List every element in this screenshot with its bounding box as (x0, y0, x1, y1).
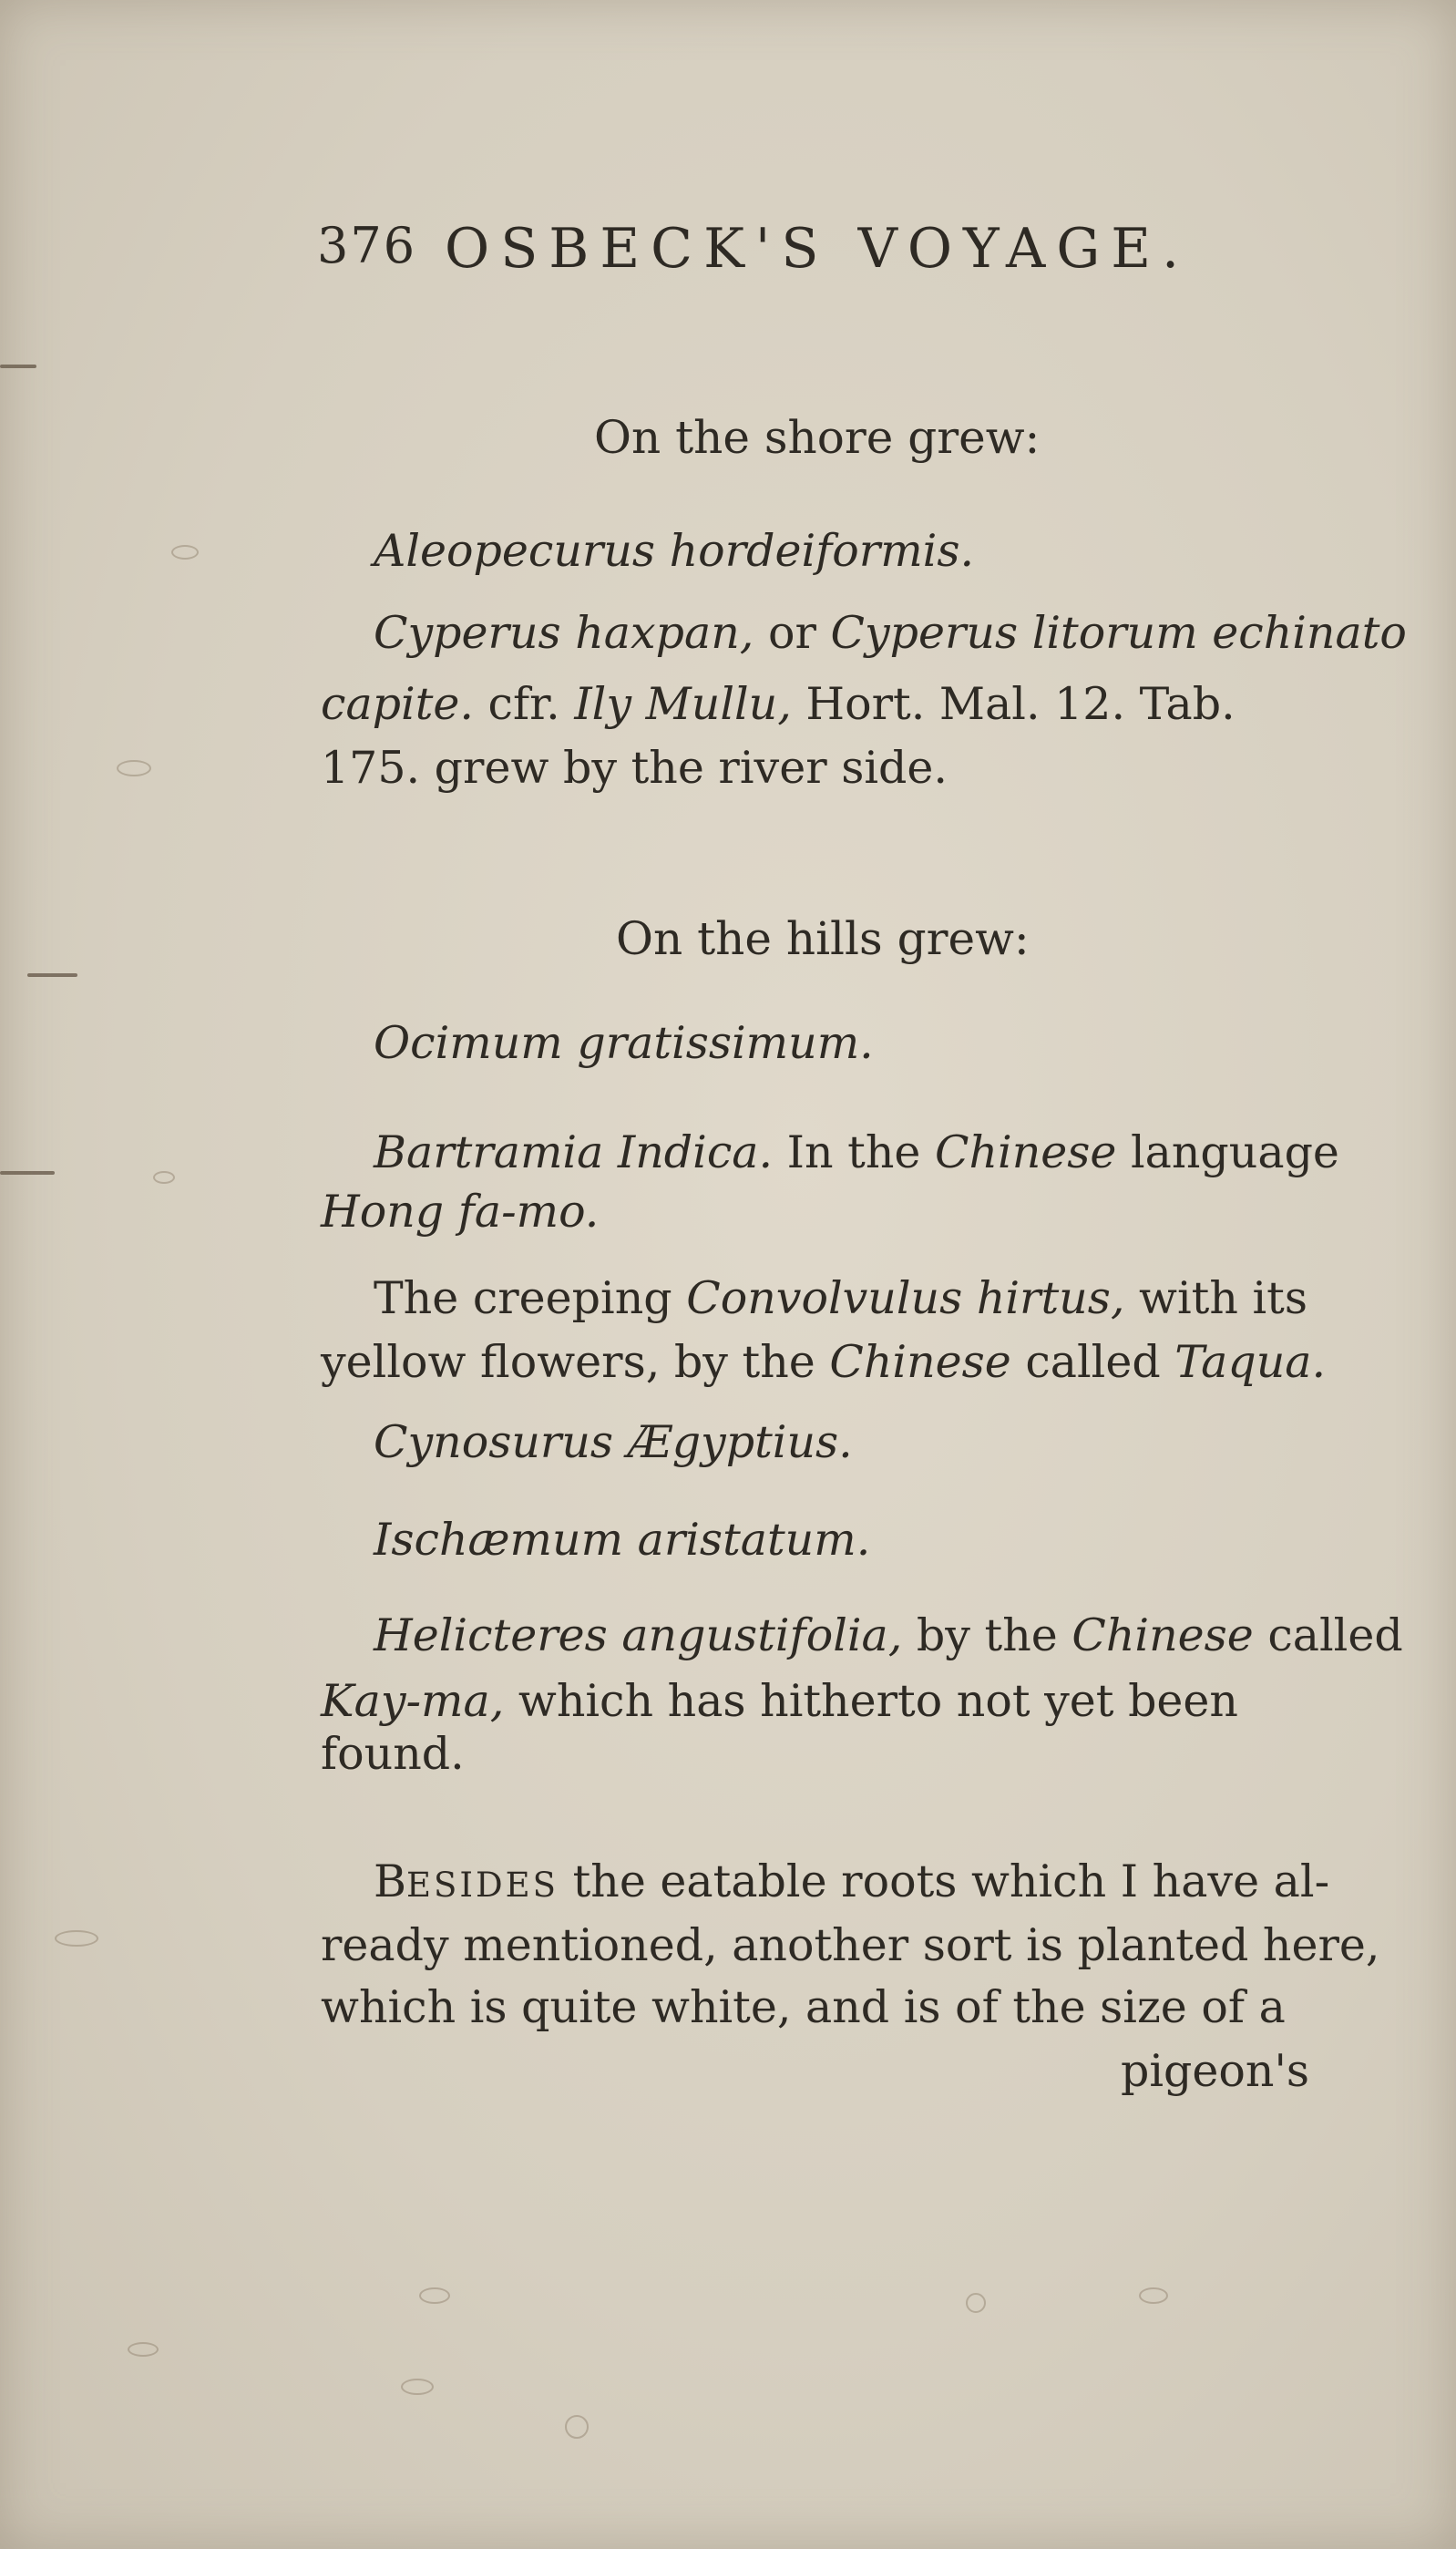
page-smudge (0, 1171, 55, 1175)
entry-helicteres-line-3: found. (321, 1728, 465, 1780)
latin-name: Chinese (934, 1126, 1117, 1178)
latin-name: Kay-ma, (321, 1675, 505, 1727)
text-run: called (1010, 1336, 1175, 1388)
entry-ocimum: Ocimum gratissimum. (374, 1017, 874, 1069)
latin-name: Cyperus litorum echinato (830, 607, 1407, 659)
paragraph-line-2: ready mentioned, another sort is planted here, (321, 1919, 1380, 1971)
page-number: 376 (317, 217, 417, 274)
running-head: OSBECK'S VOYAGE. (445, 217, 1191, 281)
text-run: by the (902, 1609, 1072, 1661)
foxing-spot (153, 1171, 175, 1184)
text-run: The creeping (374, 1272, 687, 1324)
catchword: pigeon's (1121, 2045, 1310, 2097)
foxing-spot (565, 2415, 589, 2439)
foxing-spot (55, 1930, 98, 1947)
paragraph-line-3: which is quite white, and is of the size of a (321, 1981, 1286, 2033)
entry-helicteres-line-1 (374, 1609, 1403, 1661)
page-smudge (27, 973, 77, 977)
latin-name: Taqua. (1174, 1336, 1327, 1388)
small-caps-word: ESIDES (406, 1865, 559, 1905)
latin-name: Bartramia Indica. (374, 1126, 774, 1178)
text-run: which has hitherto not yet been (504, 1675, 1238, 1727)
entry-cyperus-line-1 (374, 607, 1407, 659)
page-smudge (0, 365, 36, 368)
latin-name: Chinese (1071, 1609, 1254, 1661)
text-run: with its (1124, 1272, 1307, 1324)
entry-cyperus-line-3: 175. grew by the river side. (321, 742, 948, 794)
paragraph-line-1 (374, 1855, 1330, 1907)
text-run: yellow flowers, by the (321, 1336, 830, 1388)
foxing-spot (171, 545, 199, 560)
entry-aleopecurus: Aleopecurus hordeiformis. (374, 525, 975, 577)
text-run: cfr. (473, 678, 575, 730)
entry-bartramia-line-2: Hong fa-mo. (321, 1186, 600, 1238)
section-heading-shore: On the shore grew: (594, 411, 1041, 464)
text-run: language (1116, 1126, 1339, 1178)
foxing-spot (117, 760, 151, 776)
latin-name: Convolvulus hirtus, (686, 1272, 1125, 1324)
entry-helicteres-line-2 (321, 1675, 1238, 1727)
entry-cynosurus: Cynosurus Ægyptius. (374, 1416, 853, 1468)
foxing-spot (1139, 2287, 1168, 2304)
latin-name: Cyperus haxpan, (374, 607, 754, 659)
entry-ischaemum: Ischæmum aristatum. (374, 1514, 871, 1566)
drop-initial: B (374, 1855, 407, 1907)
latin-name: Ily Mullu, (574, 678, 792, 730)
foxing-spot (401, 2379, 434, 2395)
entry-cyperus-line-2 (321, 678, 1236, 730)
foxing-spot (966, 2293, 986, 2313)
entry-bartramia-line-1 (374, 1126, 1339, 1178)
text-run: or (754, 607, 831, 659)
entry-convolvulus-line-1 (374, 1272, 1307, 1324)
text-run: Hort. Mal. 12. Tab. (791, 678, 1236, 730)
text-run: the eatable roots which I have al- (559, 1855, 1330, 1907)
text-run: called (1253, 1609, 1403, 1661)
latin-name: Helicteres angustifolia, (374, 1609, 903, 1661)
foxing-spot (419, 2287, 450, 2304)
latin-name: capite. (321, 678, 474, 730)
foxing-spot (128, 2342, 159, 2357)
text-run: In the (773, 1126, 935, 1178)
entry-convolvulus-line-2 (321, 1336, 1327, 1388)
latin-name: Chinese (829, 1336, 1011, 1388)
section-heading-hills: On the hills grew: (616, 912, 1030, 965)
